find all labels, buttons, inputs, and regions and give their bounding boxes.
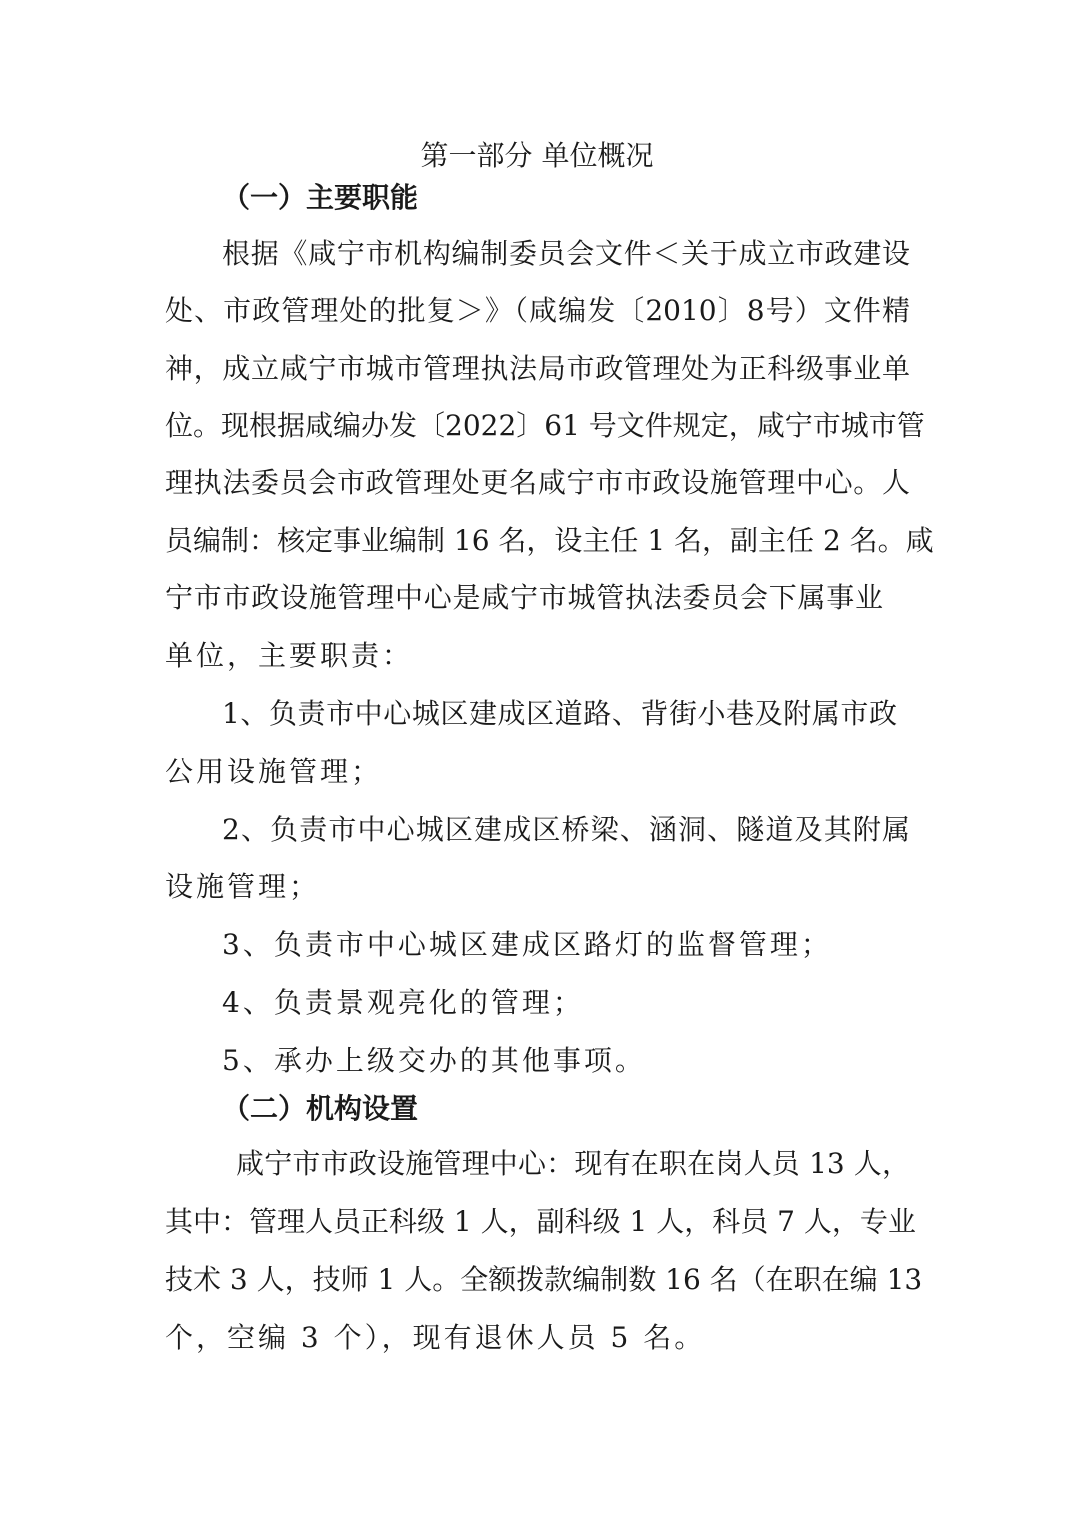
section-heading-functions: （一）主要职能 xyxy=(222,181,419,214)
duty-item-5: 5、承办上级交办的其他事项。 xyxy=(222,1044,646,1077)
section-heading-organization: （二）机构设置 xyxy=(222,1092,419,1125)
duty-item-2-cont: 设施管理； xyxy=(165,870,321,903)
paragraph-line: 位。现根据咸编办发〔2022〕61 号文件规定，咸宁市城市管 xyxy=(165,409,925,442)
paragraph-line: 神，成立咸宁市城市管理执法局市政管理处为正科级事业单 xyxy=(165,352,910,385)
paragraph-line: 技术 3 人，技师 1 人。全额拨款编制数 16 名（在职在编 13 xyxy=(165,1263,923,1296)
paragraph-line: 其中：管理人员正科级 1 人，副科级 1 人，科员 7 人，专业 xyxy=(165,1205,916,1238)
paragraph-line: 理执法委员会市政管理处更名咸宁市市政设施管理中心。人 xyxy=(165,466,910,499)
paragraph-line: 单位，主要职责： xyxy=(165,639,414,672)
paragraph-line: 员编制：核定事业编制 16 名，设主任 1 名，副主任 2 名。咸 xyxy=(165,524,934,557)
paragraph-line: 咸宁市市政设施管理中心：现有在职在岗人员 13 人， xyxy=(236,1147,910,1180)
paragraph-line: 根据《咸宁市机构编制委员会文件＜关于成立市政建设 xyxy=(222,237,910,270)
duty-item-3: 3、负责市中心城区建成区路灯的监督管理； xyxy=(222,928,832,961)
duty-item-2: 2、负责市中心城区建成区桥梁、涵洞、隧道及其附属 xyxy=(222,813,910,846)
paragraph-line: 处、市政管理处的批复＞》（咸编发〔2010〕8号）文件精 xyxy=(165,294,910,327)
paragraph-line: 宁市市政设施管理中心是咸宁市城管执法委员会下属事业 xyxy=(165,581,883,614)
duty-item-1-cont: 公用设施管理； xyxy=(165,755,383,788)
page-title: 第一部分 单位概况 xyxy=(420,139,654,172)
paragraph-line: 个，空编 3 个），现有退休人员 5 名。 xyxy=(165,1321,706,1354)
duty-item-4: 4、负责景观亮化的管理； xyxy=(222,986,584,1019)
duty-item-1: 1、负责市中心城区建成区道路、背街小巷及附属市政 xyxy=(222,697,897,730)
